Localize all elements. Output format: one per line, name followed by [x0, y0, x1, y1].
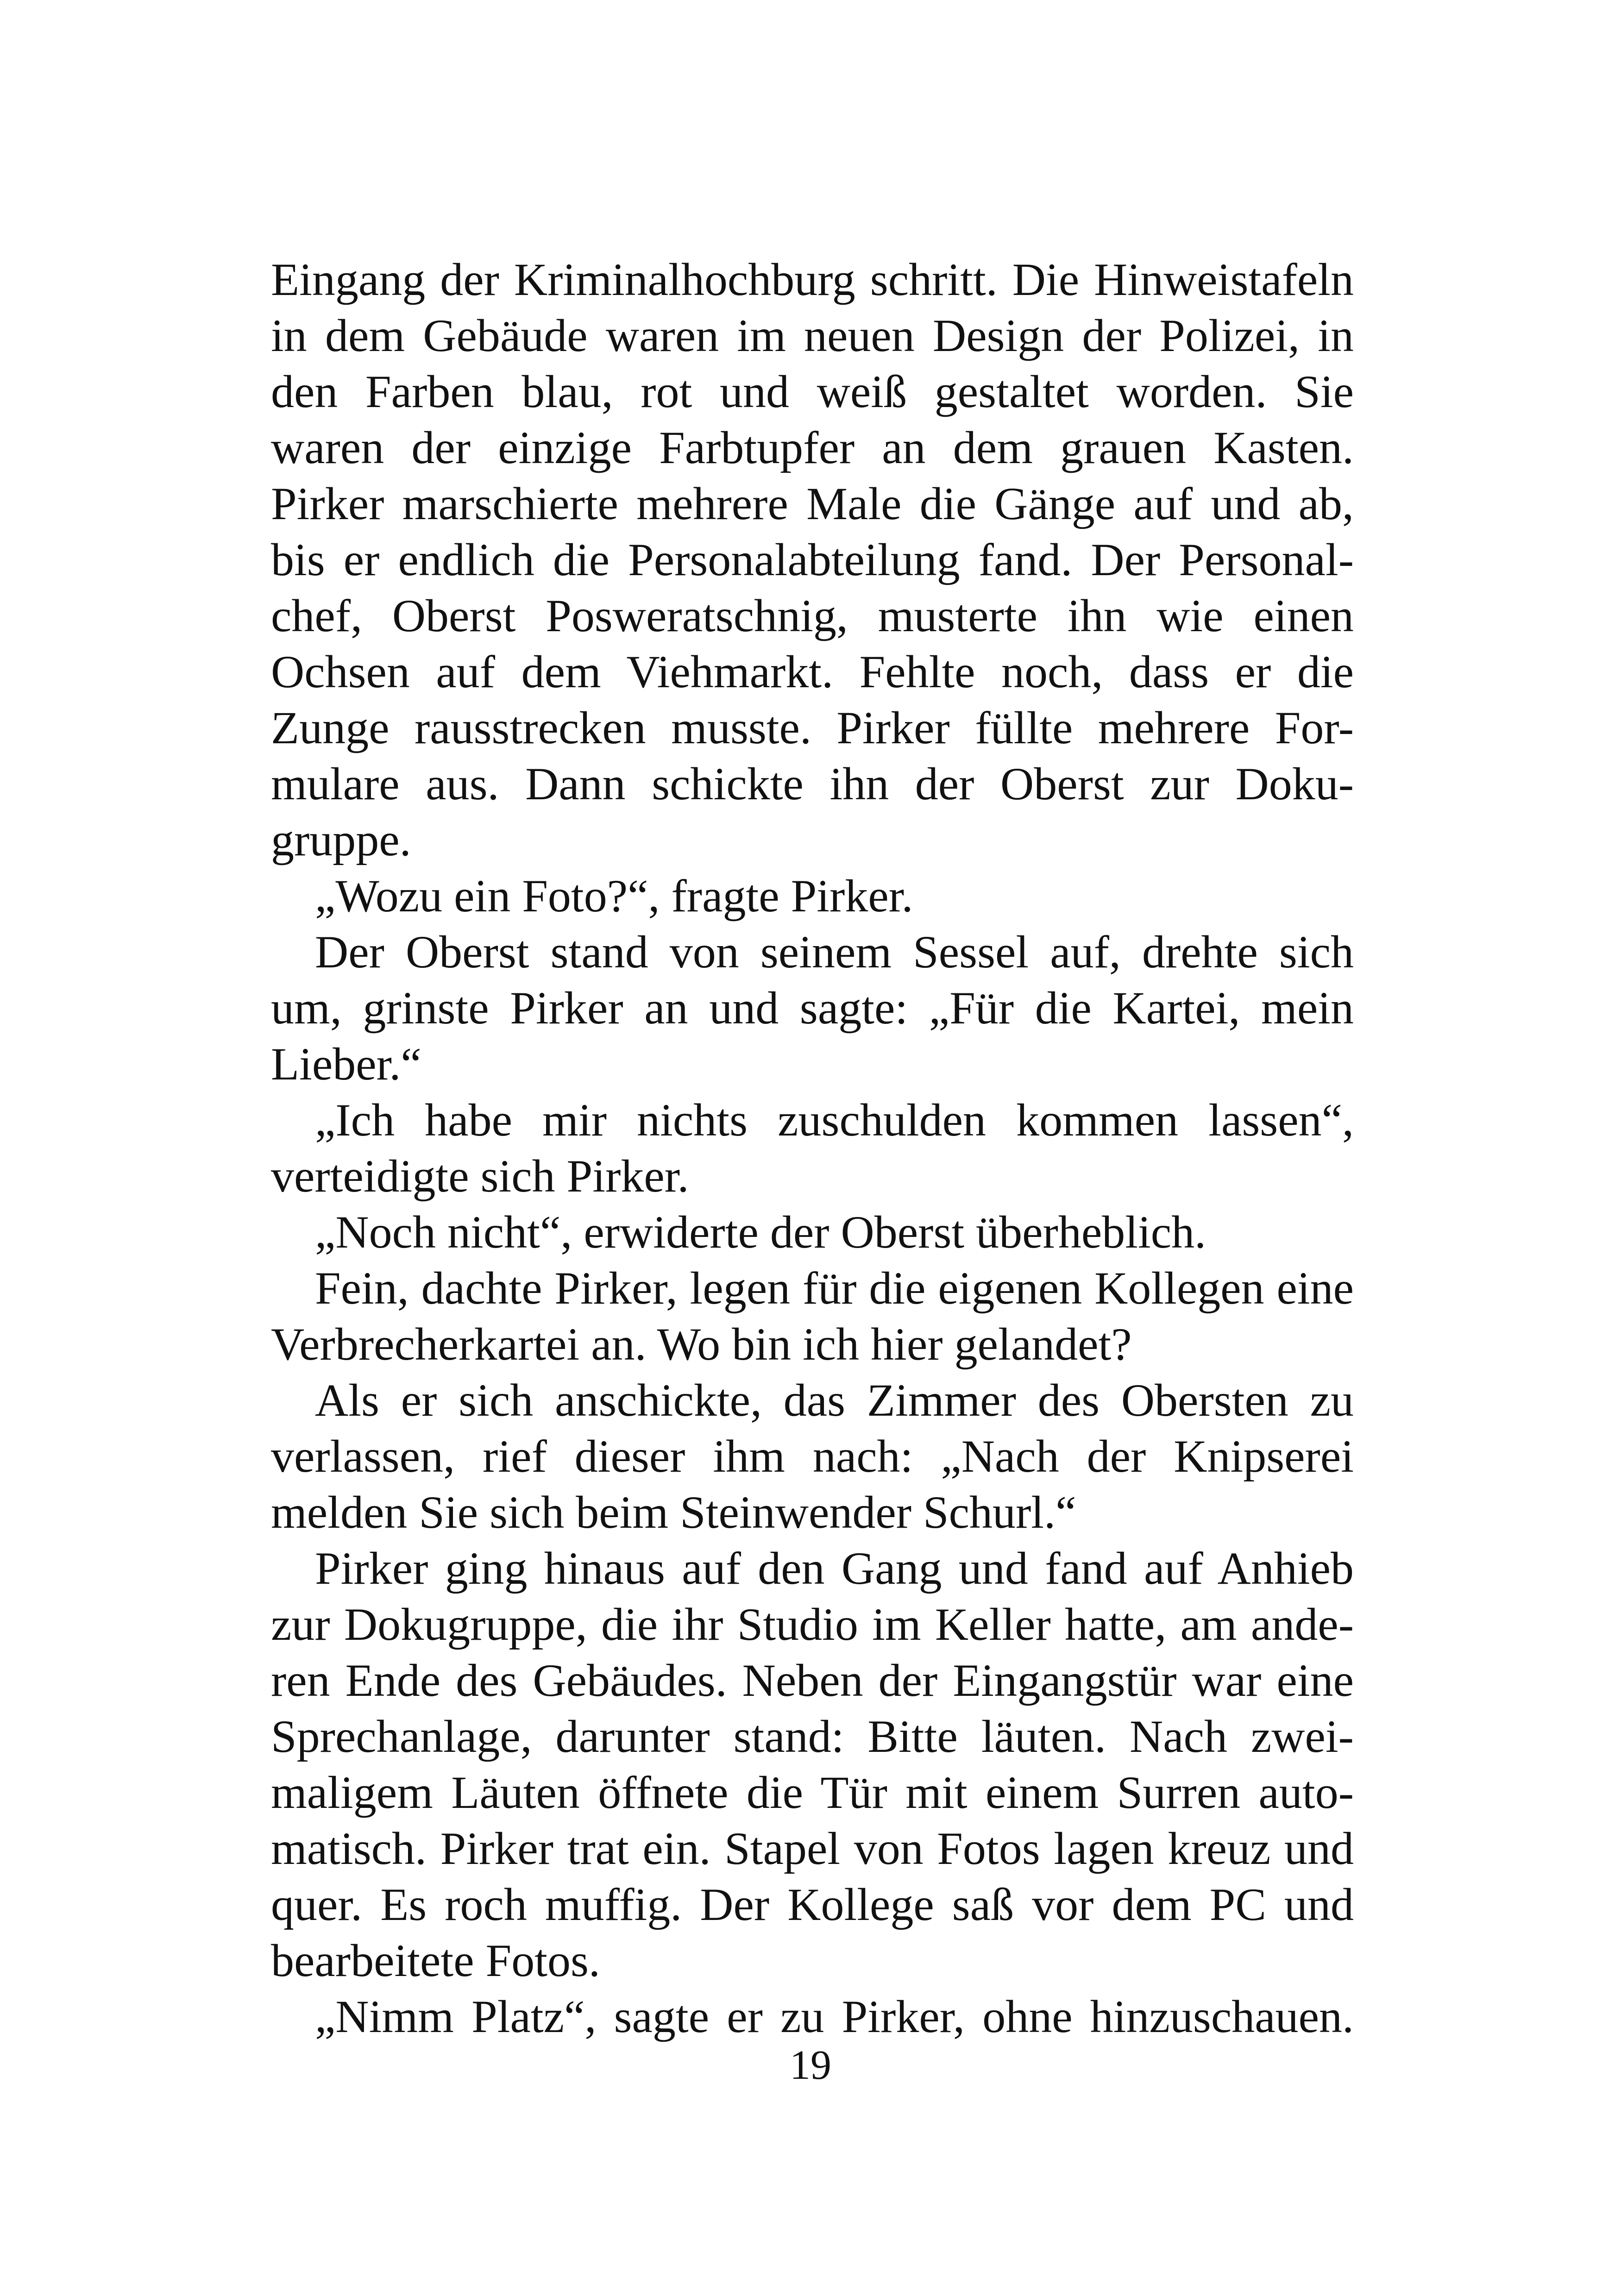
text-line: den Farben blau, rot und weiß gestaltet worden. Sie	[271, 366, 1354, 417]
text-line: „Noch nicht“, erwiderte der Oberst überheblich.	[315, 1206, 1206, 1258]
text-line: Eingang der Kriminalhochburg schritt. Die Hinweistafeln	[271, 254, 1354, 305]
text-line: verteidigte sich Pirker.	[271, 1150, 689, 1202]
text-line: gruppe.	[271, 814, 411, 866]
text-line: maligem Läuten öffnete die Tür mit einem Surren auto-	[271, 1767, 1354, 1818]
text-line: Als er sich anschickte, das Zimmer des Obersten zu	[315, 1374, 1354, 1426]
body-text	[271, 251, 1354, 2045]
text-line: melden Sie sich beim Steinwender Schurl.“	[271, 1487, 1076, 1538]
text-line: Verbrecherkartei an. Wo bin ich hier gelandet?	[271, 1318, 1132, 1370]
text-line: Ochsen auf dem Viehmarkt. Fehlte noch, dass er die	[271, 646, 1354, 697]
text-line: „Wozu ein Foto?“, fragte Pirker.	[315, 870, 913, 922]
text-line: Der Oberst stand von seinem Sessel auf, drehte sich	[315, 926, 1354, 978]
text-line: „Nimm Platz“, sagte er zu Pirker, ohne hinzuschauen.	[315, 1991, 1354, 2042]
text-line: bearbeitete Fotos.	[271, 1935, 600, 1986]
text-line: Lieber.“	[271, 1038, 421, 1090]
text-line: „Ich habe mir nichts zuschulden kommen lassen“,	[315, 1094, 1354, 1146]
text-line: matisch. Pirker trat ein. Stapel von Fotos lagen kreuz und	[271, 1823, 1354, 1874]
text-line: bis er endlich die Personalabteilung fand. Der Personal-	[271, 534, 1354, 585]
text-line: um, grinste Pirker an und sagte: „Für die Kartei, mein	[271, 982, 1354, 1034]
text-line: Pirker ging hinaus auf den Gang und fand auf Anhieb	[315, 1543, 1354, 1594]
text-line: Zunge rausstrecken musste. Pirker füllte mehrere For-	[271, 702, 1354, 753]
text-line: ren Ende des Gebäudes. Neben der Eingangstür war eine	[271, 1655, 1354, 1706]
text-line: Pirker marschierte mehrere Male die Gänge auf und ab,	[271, 478, 1354, 529]
text-line: quer. Es roch muffig. Der Kollege saß vor dem PC und	[271, 1879, 1354, 1930]
text-line: in dem Gebäude waren im neuen Design der Polizei, in	[271, 310, 1354, 361]
text-line: Sprechanlage, darunter stand: Bitte läuten. Nach zwei-	[271, 1711, 1354, 1762]
text-line: verlassen, rief dieser ihm nach: „Nach der Knipserei	[271, 1430, 1354, 1482]
text-line: Fein, dachte Pirker, legen für die eigenen Kollegen eine	[315, 1262, 1354, 1314]
text-line: zur Dokugruppe, die ihr Studio im Keller hatte, am ande-	[271, 1599, 1354, 1650]
text-line: chef, Oberst Posweratschnig, musterte ihn wie einen	[271, 590, 1354, 641]
text-line: mulare aus. Dann schickte ihn der Oberst zur Doku-	[271, 758, 1354, 809]
text-line: waren der einzige Farbtupfer an dem grauen Kasten.	[271, 422, 1354, 473]
page-number: 19	[790, 2042, 831, 2088]
